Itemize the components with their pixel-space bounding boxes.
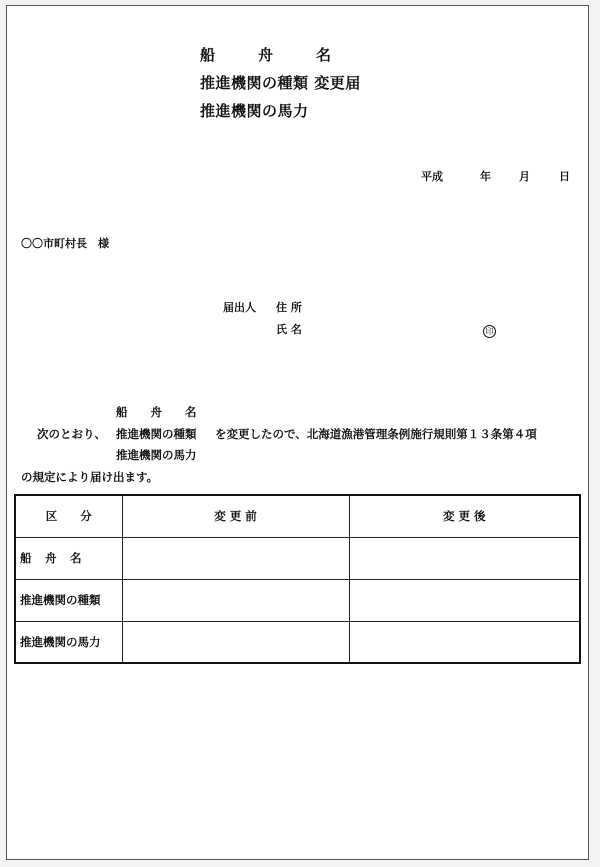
cell-before-ship-name[interactable] — [122, 537, 349, 579]
title-line-3: 推進機関の馬力 — [200, 102, 309, 120]
table-row — [15, 621, 580, 663]
seal-mark — [483, 319, 496, 338]
table-row — [15, 579, 580, 621]
body-item-bottom: 推進機関の馬力 — [116, 448, 197, 462]
header-category: 区 分 — [15, 495, 122, 537]
addressee: 〇〇市町村長 様 — [21, 237, 109, 250]
body-middle: を変更したので、北海道漁港管理条例施行規則第１３条第４項 — [215, 427, 537, 441]
date-day: 日 — [559, 170, 570, 183]
row-label-engine-type: 推進機関の種類 — [15, 579, 122, 621]
date-month: 月 — [519, 170, 530, 183]
body-item-mid: 推進機関の種類 — [116, 427, 197, 441]
table-row — [15, 537, 580, 579]
table-header-row — [15, 495, 580, 537]
applicant-label: 届出人 — [223, 301, 256, 314]
cell-after-engine-type[interactable] — [349, 579, 580, 621]
title-line-2: 推進機関の種類 変更届 — [200, 74, 361, 92]
cell-after-ship-name[interactable] — [349, 537, 580, 579]
cell-before-engine-type[interactable] — [122, 579, 349, 621]
header-after: 変 更 後 — [349, 495, 580, 537]
body-item-top: 船 舟 名 — [116, 405, 197, 419]
name-label: 氏 名 — [276, 323, 302, 336]
body-closing: の規定により届け出ます。 — [21, 470, 159, 484]
cell-after-engine-horsepower[interactable] — [349, 621, 580, 663]
row-label-ship-name: 船 舟 名 — [15, 537, 122, 579]
header-before: 変 更 前 — [122, 495, 349, 537]
form-sheet — [6, 5, 589, 860]
title-line-1: 船 舟 名 — [200, 46, 346, 64]
date-era: 平成 — [421, 170, 443, 183]
cell-before-engine-horsepower[interactable] — [122, 621, 349, 663]
body-prefix: 次のとおり、 — [37, 427, 106, 441]
change-table — [14, 494, 581, 664]
address-label: 住 所 — [276, 301, 302, 314]
date-year: 年 — [480, 170, 491, 183]
seal-icon: 印 — [483, 325, 496, 338]
row-label-engine-horsepower: 推進機関の馬力 — [15, 621, 122, 663]
